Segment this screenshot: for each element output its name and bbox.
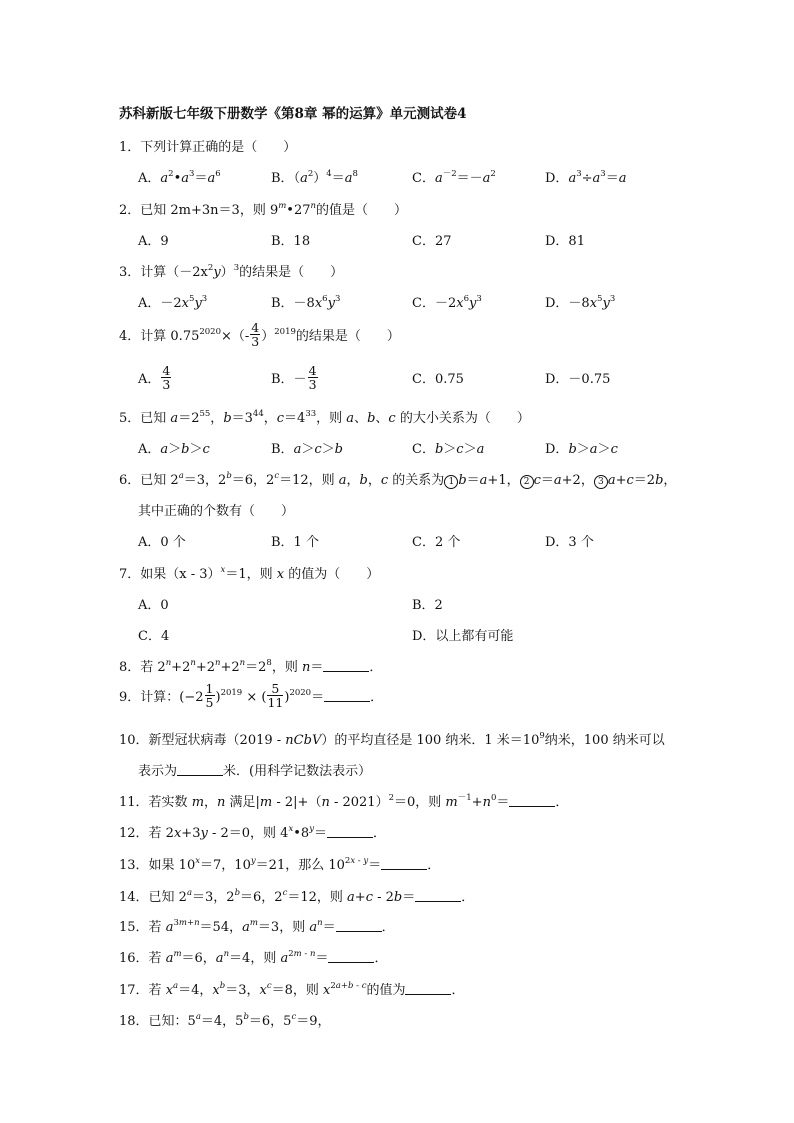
q6-option-b: B．1 个 <box>271 535 319 550</box>
question-9: 9．计算：(−2 $\frac{1}{5}$ )$^{2019}$ × ( $\frac{5}{11}$ )$^{2020}$＝ ． <box>119 681 384 710</box>
question-1: 1．下列计算正确的是（ ） <box>119 140 297 155</box>
q10-line2: 表示为 米．(用科学记数法表示） <box>138 764 372 779</box>
question-17: 17．若 $x^a=4$，$x^b=3$，$x^c=8$，则 $x^{2a+b - c}$的值为 ． <box>119 981 465 998</box>
q2-option-d: D．81 <box>545 234 585 249</box>
q4-option-a: A． $\frac{4}{3}$ <box>138 363 171 392</box>
question-12: 12．若 2x+3y - 2＝0，则 $4^x•8^y=$ ． <box>119 824 387 841</box>
q6-option-a: A．0 个 <box>138 535 186 550</box>
q5-option-b: B．a＞c＞b <box>271 442 343 457</box>
question-18: 18．已知：$5^a=4$，$5^b=6$，$5^c=9$， <box>119 1012 331 1029</box>
q4-option-b: B．－ $\frac{4}{3}$ <box>271 363 317 392</box>
q2-option-c: C．27 <box>412 234 452 249</box>
question-6: 6．已知 $2^a=3$，$2^b=6$，$2^c=12$，则 a，b，c 的关系为 1 b＝a+1， 2 c＝a+2， 3 a+c＝2b， <box>119 471 677 488</box>
question-13: 13．如果 $10^x=7$，$10^y=21$，那么 $10^{2x - y}=$ ． <box>119 856 441 873</box>
question-14: 14．已知 $2^a=3$，$2^b=6$，$2^c=12$，则 a+c - 2b＝ ． <box>119 888 475 905</box>
question-10: 10．新型冠状病毒（2019 - nCbV）的平均直径是 100 纳米．1 米$=10^9$纳米，100 纳米可以 <box>119 731 665 748</box>
question-4: 4．计算 $0.75^{2020}\times(-$ $\frac{4}{3}$ ）$^{2019}$的结果是（ ） <box>119 320 400 349</box>
q7-option-d: D．以上都有可能 <box>412 629 514 644</box>
question-8: 8．若 $2^n+2^n+2^n+2^n=2^8$，则 n＝ ． <box>119 658 383 675</box>
q6-line2: 其中正确的个数有（ ） <box>138 504 295 519</box>
page-title: 苏科新版七年级下册数学《第8章 幂的运算》单元测试卷4 <box>119 106 467 122</box>
q2-option-b: B．18 <box>271 234 311 249</box>
q1-option-a: A．$a^2•a^3=a^6$ <box>138 169 221 186</box>
q1-option-b: B．$(a^2)^4=a^8$ <box>271 169 358 186</box>
question-2: 2．已知 2m+3n＝3，则 9$^m$•27$^n$的值是（ ） <box>119 201 408 218</box>
q3-option-a: A．$-2x^5y^3$ <box>138 294 208 311</box>
q1-option-c: C．$a^{-2}=-a^2$ <box>412 169 496 186</box>
q3-option-d: D．$-8x^5y^3$ <box>545 294 616 311</box>
q6-option-d: D．3 个 <box>545 535 594 550</box>
question-3: 3．计算$(-2x^2y)^3$的结果是（ ） <box>119 263 344 280</box>
question-11: 11．若实数 m，n 满足|m - 2|+（n - 2021）$^2$＝0，则 $m^{-1}+n^0=$ ． <box>119 793 569 810</box>
question-16: 16．若 $a^m=6$，$a^n=4$，则 $a^{2m - n}=$ ． <box>119 949 388 966</box>
q7-option-a: A．0 <box>138 598 169 613</box>
q5-option-d: D．b＞a＞c <box>545 442 618 457</box>
q7-option-b: B．2 <box>412 598 443 613</box>
q1-option-d: D．$a^3\div a^3=a$ <box>545 169 627 186</box>
q3-option-b: B．$-8x^6y^3$ <box>271 294 341 311</box>
q2-option-a: A．9 <box>138 234 169 249</box>
q4-option-d: D．－0.75 <box>545 372 611 387</box>
q6-option-c: C．2 个 <box>412 535 461 550</box>
q7-option-c: C．4 <box>138 629 170 644</box>
q4-option-c: C．0.75 <box>412 372 464 387</box>
q3-option-c: C．$-2x^6y^3$ <box>412 294 482 311</box>
question-15: 15．若 $a^{3m+n}=54$，$a^m=3$，则 $a^n=$ ． <box>119 918 395 935</box>
q5-option-c: C．b＞c＞a <box>412 442 485 457</box>
question-5: 5．已知 $a=2^{55}$，$b=3^{44}$，$c=4^{33}$，则 a、b、c 的大小关系为（ ） <box>119 409 530 426</box>
q5-option-a: A．a＞b＞c <box>138 442 210 457</box>
question-7: 7．如果（x - 3）$^x$＝1，则 x 的值为（ ） <box>119 565 380 582</box>
